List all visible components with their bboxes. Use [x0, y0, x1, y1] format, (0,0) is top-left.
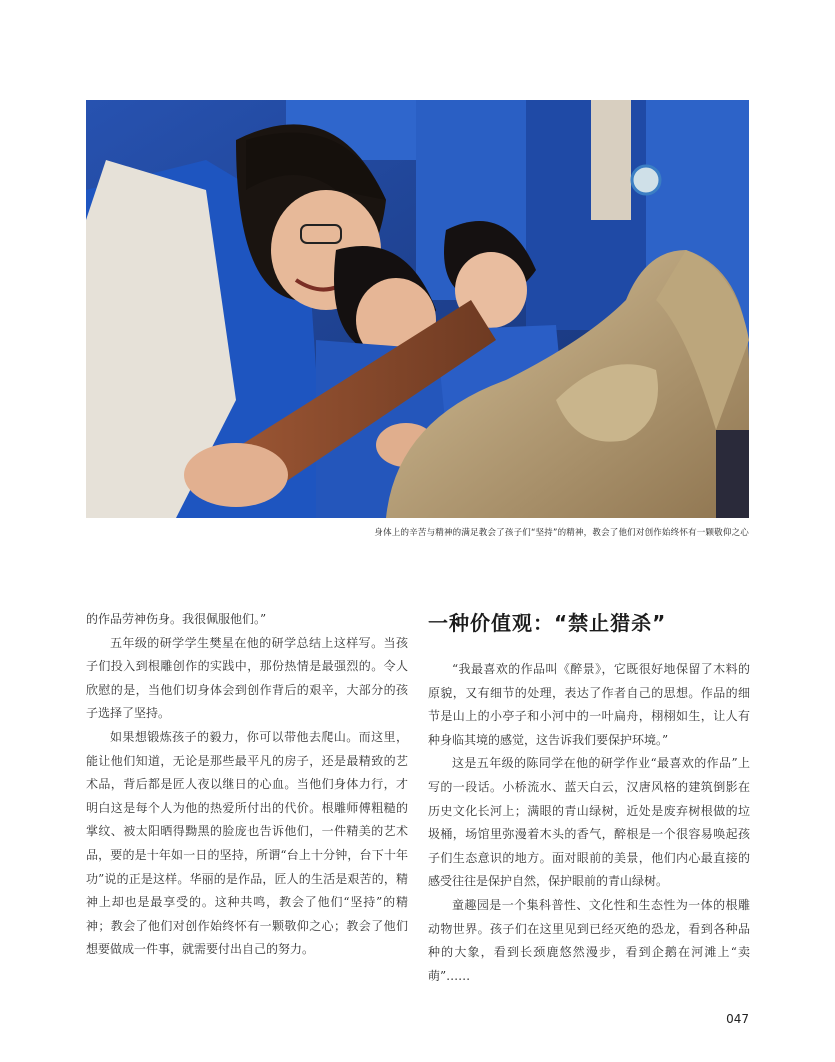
left-paragraph-2: 五年级的研学学生樊星在他的研学总结上这样写。当孩子们投入到根雕创作的实践中，那份热情是最强烈的。令人欣慰的是，当他们切身体会到创作背后的艰辛，大部分的孩子选择了坚持。	[86, 635, 408, 721]
right-paragraph-1: “我最喜欢的作品叫《醉景》，它既很好地保留了木料的原貌，又有细节的处理，表达了作者自己的思想。作品的细节是山上的小亭子和小河中的一叶扁舟，栩栩如生，让人有种身临其境的感觉，这告诉我们要保护环境。”	[428, 662, 750, 747]
feature-photo	[86, 100, 749, 518]
left-paragraph-3: 如果想锻炼孩子的毅力，你可以带他去爬山。而这里，能让他们知道，无论是那些最平凡的房子，还是最精致的艺术品，背后都是匠人夜以继日的心血。当他们身体力行，才明白这是每个人为他的热爱所付出的代价。根雕师傅粗糙的掌纹、被太阳晒得黝黑的脸庞也告诉他们，一件精美的艺术品，要的是十年如一日的坚持，所谓“台上十分钟，台下十年功”说的正是这样。华丽的是作品，匠人的生活是艰苦的，精神上却也是最享受的。这种共鸣，教会了他们“坚持”的精神；教会了他们对创作始终怀有一颗敬仰之心；教会了他们想要做成一件事，就需要付出自己的努力。	[86, 729, 408, 957]
left-paragraph-1: 的作品劳神伤身。我很佩服他们。”	[86, 612, 267, 626]
right-paragraph-3: 童趣园是一个集科普性、文化性和生态性为一体的根雕动物世界。孩子们在这里见到已经灭绝的恐龙，看到各种品种的大象，看到长颈鹿悠然漫步，看到企鹅在河滩上“卖萌”……	[428, 897, 750, 983]
right-paragraph-2: 这是五年级的陈同学在他的研学作业“最喜欢的作品”上写的一段话。小桥流水、蓝天白云，汉唐风格的建筑倒影在历史文化长河上；满眼的青山绿树，近处是废弃树根做的垃圾桶，场馆里弥漫着木头的香气，醉根是一个很容易唤起孩子们生态意识的地方。面对眼前的美景，他们内心最直接的感受往往是保护自然，保护眼前的青山绿树。	[428, 756, 750, 889]
page-number: 047	[726, 1012, 749, 1026]
students-woodcarving-photo	[86, 100, 749, 518]
left-column	[86, 608, 408, 962]
section-heading: 一种价值观：“禁止猎杀”	[428, 611, 667, 635]
right-column	[428, 610, 750, 988]
photo-caption: 身体上的辛苦与精神的满足教会了孩子们“坚持”的精神，教会了他们对创作始终怀有一颗敬仰之心	[374, 528, 749, 538]
